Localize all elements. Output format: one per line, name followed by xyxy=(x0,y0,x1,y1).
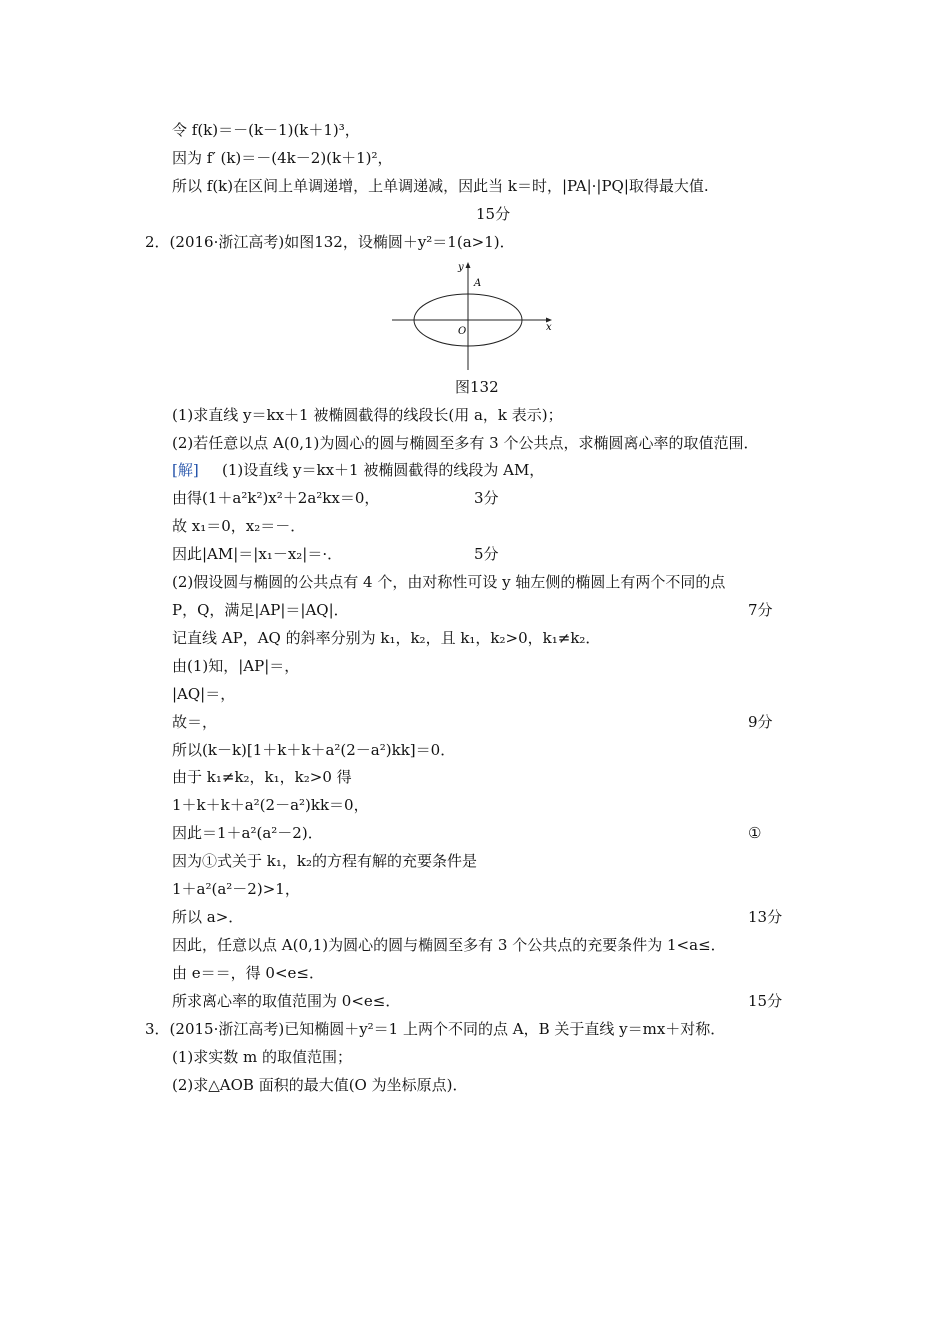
text-line: 由 e＝＝，得 0<e≤． xyxy=(172,964,324,982)
text-line: P，Q，满足|AP|＝|AQ|． xyxy=(172,601,349,619)
text-line: 故 x₁＝0，x₂＝－． xyxy=(172,517,306,535)
text-line: (2)求△AOB 面积的最大值(O 为坐标原点)． xyxy=(172,1076,468,1094)
text-line: 记直线 AP，AQ 的斜率分别为 k₁，k₂，且 k₁，k₂>0，k₁≠k₂． xyxy=(172,629,601,647)
origin-label: O xyxy=(458,326,467,337)
text-line: 1＋a²(a²－2)>1， xyxy=(172,880,300,898)
text-line: 所求离心率的取值范围为 0<e≤． xyxy=(172,992,401,1010)
score-marker: 3分 xyxy=(474,489,499,507)
score-marker: 13分 xyxy=(748,908,783,926)
text-line: 15分 xyxy=(476,205,511,223)
text-line: (2)假设圆与椭圆的公共点有 4 个，由对称性可设 y 轴左侧的椭圆上有两个不同的点 xyxy=(172,573,726,591)
point-a-label: A xyxy=(474,278,482,289)
text-line: 因为①式关于 k₁，k₂的方程有解的充要条件是 xyxy=(172,852,477,870)
text-line: |AQ|＝， xyxy=(172,685,236,703)
text-line: 由于 k₁≠k₂，k₁，k₂>0 得 xyxy=(172,768,352,786)
text-line: 所以(k－k)[1＋k＋k＋a²(2－a²)kk]＝0． xyxy=(172,741,456,759)
text-line: 由(1)知，|AP|＝， xyxy=(172,657,300,675)
text-line: 所以 f(k)在区间上单调递增，上单调递减，因此当 k＝时，|PA|·|PQ|取得最大值. xyxy=(172,177,709,195)
score-marker: ① xyxy=(748,824,762,842)
score-marker: 7分 xyxy=(748,601,773,619)
text-line: 1＋k＋k＋a²(2－a²)kk＝0， xyxy=(172,796,369,814)
score-marker: 9分 xyxy=(748,713,773,731)
text-line: (1)求实数 m 的取值范围； xyxy=(172,1048,353,1066)
text-line: (1)求直线 y＝kx＋1 被椭圆截得的线段长(用 a，k 表示)； xyxy=(172,406,563,424)
y-axis-label: y xyxy=(458,262,464,273)
text-line: 由得(1＋a²k²)x²＋2a²kx＝0， xyxy=(172,489,380,507)
score-marker: 5分 xyxy=(474,545,499,563)
text-line: 因此|AM|＝|x₁－x₂|＝·． xyxy=(172,545,343,563)
text-line: 3．(2015·浙江高考)已知椭圆＋y²＝1 上两个不同的点 A，B 关于直线 y＝mx＋对称． xyxy=(145,1020,726,1038)
text-line: 所以 a>． xyxy=(172,908,244,926)
y-axis-arrow xyxy=(466,262,471,268)
x-axis-label: x xyxy=(546,322,552,333)
figure-caption: 图132 xyxy=(455,378,499,396)
text-line: 故＝， xyxy=(172,713,218,731)
text-line: 因此＝1＋a²(a²－2)． xyxy=(172,824,323,842)
text-line: (2)若任意以点 A(0,1)为圆心的圆与椭圆至多有 3 个公共点，求椭圆离心率的取值范围． xyxy=(172,434,759,452)
text-line: 因此，任意以点 A(0,1)为圆心的圆与椭圆至多有 3 个公共点的充要条件为 1<a≤． xyxy=(172,936,726,954)
score-marker: 15分 xyxy=(748,992,783,1010)
text-line: 2．(2016·浙江高考)如图132，设椭圆＋y²＝1(a>1)． xyxy=(145,233,515,251)
solution-tag: [解] xyxy=(172,461,199,479)
ellipse-figure xyxy=(388,258,558,374)
text-line: (1)设直线 y＝kx＋1 被椭圆截得的线段为 AM， xyxy=(222,461,545,479)
text-line: 因为 f′ (k)＝－(4k－2)(k＋1)²， xyxy=(172,149,393,167)
text-line: 令 f(k)＝－(k－1)(k＋1)³， xyxy=(172,121,360,139)
